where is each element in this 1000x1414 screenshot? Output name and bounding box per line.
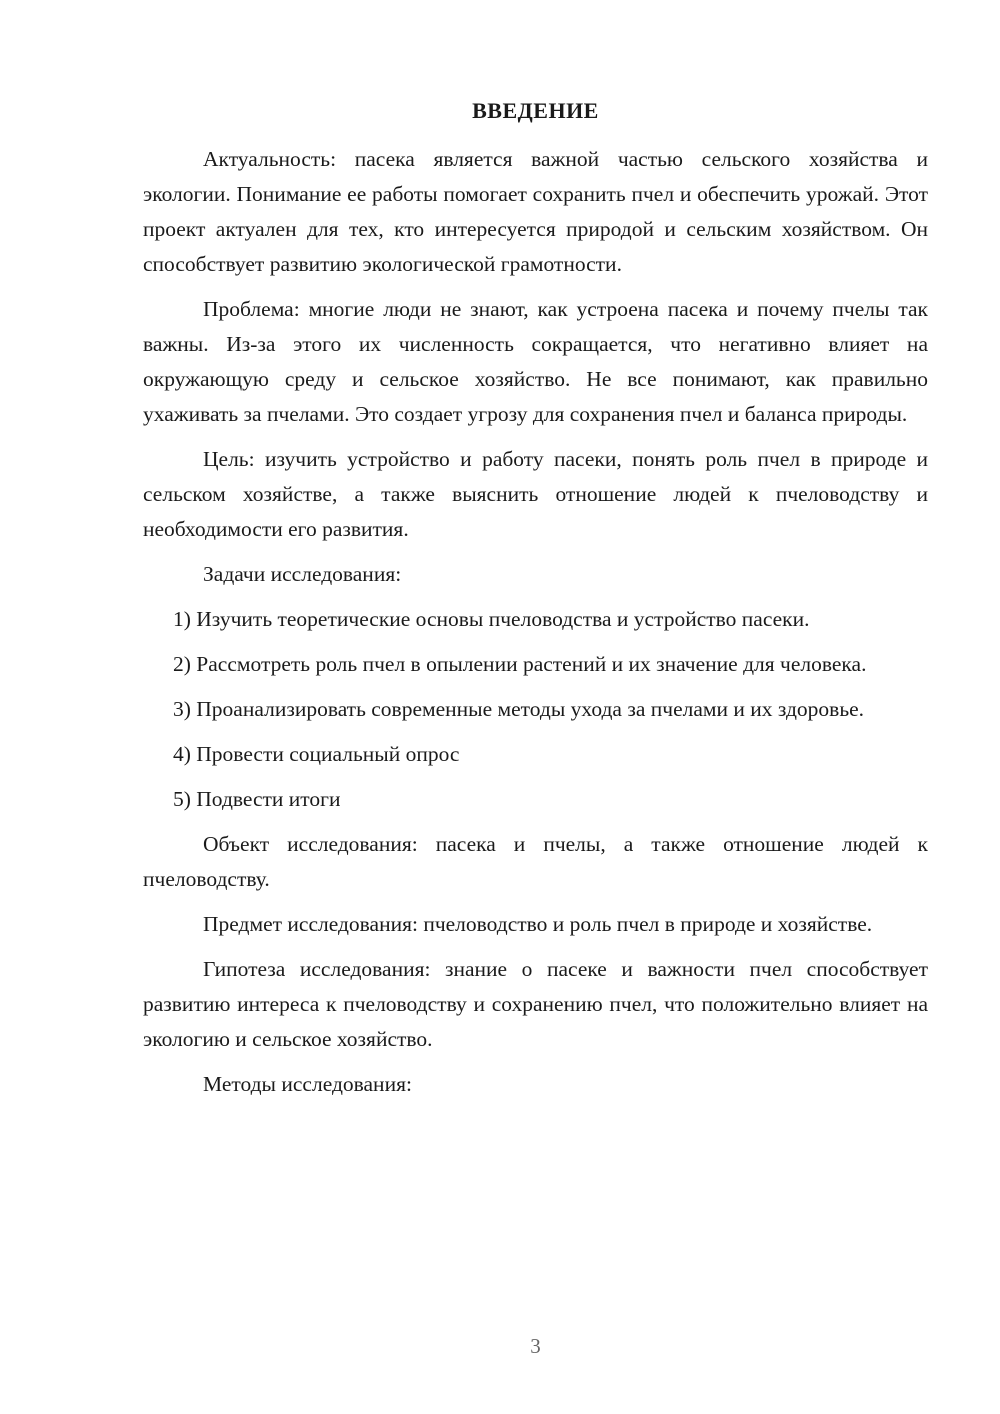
paragraph-hypothesis: Гипотеза исследования: знание о пасеке и важности пчел способствует развитию интереса к пчеловодству и сохранению пчел, что положительно влияет на экологию и сельское хозяйство. (143, 957, 928, 1051)
document-page (143, 0, 928, 1414)
paragraph-tasks-heading: Задачи исследования: (203, 562, 402, 586)
paragraph-relevance: Актуальность: пасека является важной частью сельского хозяйства и экологии. Понимание ее работы помогает сохранить пчел и обеспечить урожай. Этот проект актуален для тех, кто интересуется природой и сельским хозяйством. Он способствует развитию экологической грамотности. (143, 147, 928, 276)
list-item: 4) Провести социальный опрос (173, 742, 460, 766)
section-title: ВВЕДЕНИЕ (472, 98, 599, 123)
list-item: 1) Изучить теоретические основы пчеловодства и устройство пасеки. (173, 607, 810, 631)
paragraph-object: Объект исследования: пасека и пчелы, а также отношение людей к пчеловодству. (143, 832, 928, 891)
paragraph-problem: Проблема: многие люди не знают, как устроена пасека и почему пчелы так важны. Из-за этого их численность сокращается, что негативно влияет на окружающую среду и сельское хозяйство. Не все понимают, как правильно ухаживать за пчелами. Это создает угрозу для сохранения пчел и баланса природы. (143, 297, 928, 426)
list-item: 2) Рассмотреть роль пчел в опылении растений и их значение для человека. (173, 652, 867, 676)
body-text (143, 142, 928, 1112)
list-item: 5) Подвести итоги (173, 787, 341, 811)
paragraph-subject: Предмет исследования: пчеловодство и роль пчел в природе и хозяйстве. (203, 912, 873, 936)
page-number: 3 (530, 1334, 541, 1358)
paragraph-methods: Методы исследования: (203, 1072, 412, 1096)
paragraph-goal: Цель: изучить устройство и работу пасеки, понять роль пчел в природе и сельском хозяйстве, а также выяснить отношение людей к пчеловодству и необходимости его развития. (143, 447, 928, 541)
list-item: 3) Проанализировать современные методы ухода за пчелами и их здоровье. (173, 697, 865, 721)
